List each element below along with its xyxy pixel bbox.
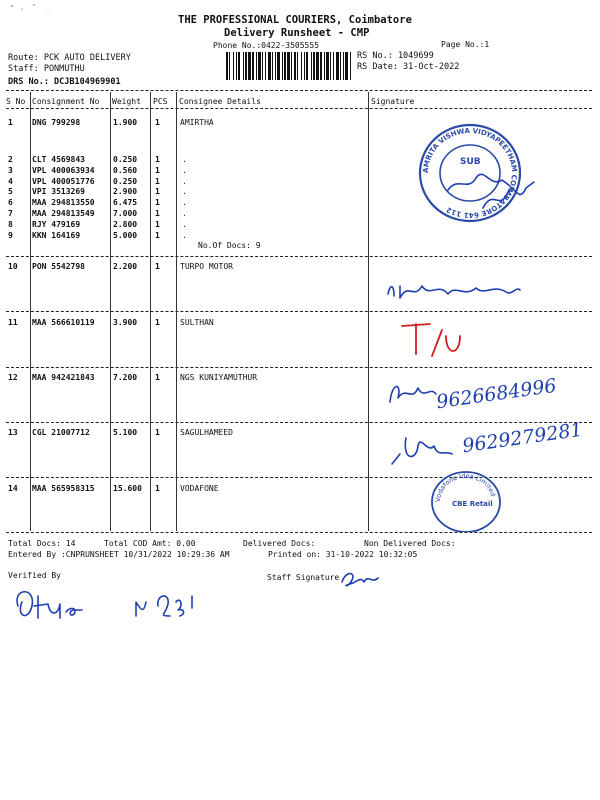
cell-consignment: VPI 3513269 <box>32 187 85 196</box>
cell-consignment: MAA 294813550 <box>32 198 95 207</box>
barcode-bar <box>272 52 273 80</box>
svg-text:Vodafone Idea Limited <box>434 472 497 502</box>
tu-mark <box>396 318 466 362</box>
cell-pcs: 1 <box>155 155 160 164</box>
cell-sno: 8 <box>8 220 13 229</box>
staff-label: Staff: PONMUTHU <box>8 64 85 74</box>
cell-pcs: 1 <box>155 220 160 229</box>
docs-count: No.Of Docs: 9 <box>198 241 261 250</box>
barcode-bar <box>287 52 290 80</box>
cell-weight: 0.560 <box>113 166 138 175</box>
barcode-bar <box>262 52 263 80</box>
cell-consignment: MAA 294813549 <box>32 209 95 218</box>
barcode-bar <box>252 52 254 80</box>
cell-consignee: . <box>182 187 187 196</box>
delivered-docs: Delivered Docs: <box>243 539 316 548</box>
total-cod: Total COD Amt: 0.00 <box>104 539 196 548</box>
cell-weight: 7.000 <box>113 209 138 218</box>
cell-pcs: 1 <box>155 209 160 218</box>
printed-on: Printed on: 31-10-2022 10:32:05 <box>268 550 418 559</box>
company-title: THE PROFESSIONAL COURIERS, Coimbatore <box>178 14 412 26</box>
signature-row1 <box>478 168 538 218</box>
cell-consignee: . <box>182 166 187 175</box>
cell-sno: 5 <box>8 187 13 196</box>
table-top-rule <box>6 90 592 91</box>
cell-consignment: MAA 566610119 <box>32 318 95 327</box>
cell-sno: 3 <box>8 166 13 175</box>
cell-consignment: DNG 799298 <box>32 118 81 127</box>
cell-consignee: NGS KUNIYAMUTHUR <box>180 373 258 382</box>
cell-pcs: 1 <box>155 166 160 175</box>
barcode-bar <box>304 52 305 80</box>
cell-consignee: . <box>182 231 187 240</box>
total-docs: Total Docs: 14 <box>8 539 76 548</box>
phone-number-row12: 9626684996 <box>435 374 558 414</box>
row-divider <box>6 311 592 312</box>
barcode-bar <box>313 52 315 80</box>
barcode-bar <box>277 52 280 80</box>
column-rule <box>30 92 31 531</box>
vodafone-stamp-ring: Vodafone Idea Limited <box>433 471 498 503</box>
rs-date: RS Date: 31-Oct-2022 <box>357 62 460 72</box>
barcode-bar <box>320 52 322 80</box>
table-bottom-rule <box>6 532 592 533</box>
barcode-bar <box>226 52 228 80</box>
cell-weight: 3.900 <box>113 318 138 327</box>
barcode-bar <box>291 52 292 80</box>
page-number: Page No.:1 <box>441 40 490 49</box>
barcode-bar <box>330 52 331 80</box>
cell-sno: 1 <box>8 118 13 127</box>
barcode-bar <box>268 52 271 80</box>
cell-weight: 2.800 <box>113 220 138 229</box>
cell-consignee: TURPO MOTOR <box>180 262 233 271</box>
col-pcs: PCS <box>153 97 168 106</box>
cell-sno: 2 <box>8 155 13 164</box>
cell-sno: 14 <box>8 484 18 493</box>
barcode-bar <box>282 52 283 80</box>
barcode-bar <box>324 52 325 80</box>
cell-sno: 7 <box>8 209 13 218</box>
barcode-bar <box>245 52 247 80</box>
signature-row13 <box>384 424 464 474</box>
barcode-bar <box>340 52 341 80</box>
barcode-bar <box>350 52 351 80</box>
barcode-bar <box>256 52 257 80</box>
vodafone-stamp <box>424 468 508 532</box>
cell-weight: 5.100 <box>113 428 138 437</box>
cell-weight: 2.900 <box>113 187 138 196</box>
phone-number-row13: 9629279281 <box>461 418 584 458</box>
barcode-bar <box>316 52 319 80</box>
barcode-bar <box>294 52 296 80</box>
column-rule <box>110 92 111 531</box>
cell-consignment: MAA 565958315 <box>32 484 95 493</box>
barcode-bar <box>229 52 230 80</box>
cell-pcs: 1 <box>155 373 160 382</box>
col-consignee: Consignee Details <box>179 97 261 106</box>
barcode-bar <box>333 52 334 80</box>
cell-weight: 7.200 <box>113 373 138 382</box>
cell-consignment: VPL 400051776 <box>32 177 95 186</box>
cell-pcs: 1 <box>155 428 160 437</box>
cell-sno: 9 <box>8 231 13 240</box>
column-rule <box>368 92 369 531</box>
col-consignment: Consignment No <box>32 97 100 106</box>
cell-sno: 4 <box>8 177 13 186</box>
cell-consignee: . <box>182 155 187 164</box>
row-divider <box>6 256 592 257</box>
cell-weight: 5.000 <box>113 231 138 240</box>
cell-consignee: AMIRTHA <box>180 118 214 127</box>
barcode-bar <box>306 52 308 80</box>
barcode-bar <box>311 52 312 80</box>
cell-consignment: MAA 942421843 <box>32 373 95 382</box>
column-rule <box>176 92 177 531</box>
phone-number: Phone No.:0422-3505555 <box>213 41 319 50</box>
cell-pcs: 1 <box>155 231 160 240</box>
row-divider <box>6 422 592 423</box>
cell-pcs: 1 <box>155 118 160 127</box>
runsheet-title: Delivery Runsheet - CMP <box>224 27 370 39</box>
col-signature: Signature <box>371 97 415 106</box>
cell-consignment: PON 5542798 <box>32 262 85 271</box>
cell-weight: 1.900 <box>113 118 138 127</box>
cell-consignee: VODAFONE <box>180 484 219 493</box>
cell-weight: 15.600 <box>113 484 142 493</box>
cell-pcs: 1 <box>155 262 160 271</box>
col-sno: S No <box>6 97 26 106</box>
row-divider <box>6 367 592 368</box>
barcode-bar <box>345 52 348 80</box>
cell-sno: 11 <box>8 318 18 327</box>
cell-sno: 13 <box>8 428 18 437</box>
verified-by-label: Verified By <box>8 571 61 580</box>
col-weight: Weight <box>112 97 141 106</box>
column-rule <box>150 92 151 531</box>
barcode-bar <box>243 52 244 80</box>
barcode <box>226 52 352 80</box>
cell-weight: 0.250 <box>113 155 138 164</box>
cell-consignee: . <box>182 220 187 229</box>
staff-signature-label: Staff Signature <box>267 573 340 582</box>
barcode-bar <box>326 52 329 80</box>
cell-consignment: CGL 21007712 <box>32 428 90 437</box>
barcode-bar <box>297 52 298 80</box>
barcode-bar <box>238 52 240 80</box>
cell-weight: 6.475 <box>113 198 138 207</box>
cell-consignee: SULTHAN <box>180 318 214 327</box>
cell-consignment: KKN 164169 <box>32 231 81 240</box>
staff-signature <box>338 566 382 592</box>
cell-consignee: SAGULHAMEED <box>180 428 233 437</box>
cell-consignee: . <box>182 177 187 186</box>
amrita-stamp-ring: AMRITA VISHWA VIDYAPEETHAM COIMBATORE 641 112 <box>421 126 519 220</box>
cell-consignee: . <box>182 209 187 218</box>
cell-consignment: CLT 4569843 <box>32 155 85 164</box>
route-label: Route: PCK AUTO DELIVERY <box>8 53 131 63</box>
cell-pcs: 1 <box>155 198 160 207</box>
cell-weight: 0.250 <box>113 177 138 186</box>
barcode-bar <box>258 52 261 80</box>
drs-number: DRS No.: DCJB104969901 <box>8 77 121 87</box>
cell-sno: 10 <box>8 262 18 271</box>
cell-consignment: VPL 400063934 <box>32 166 95 175</box>
cell-pcs: 1 <box>155 484 160 493</box>
barcode-bar <box>284 52 286 80</box>
cell-pcs: 1 <box>155 177 160 186</box>
signature-row10 <box>384 276 524 308</box>
barcode-bar <box>301 52 302 80</box>
barcode-bar <box>248 52 251 80</box>
table-header-rule <box>6 108 592 109</box>
barcode-bar <box>236 52 237 80</box>
verified-by-signature <box>8 582 228 630</box>
barcode-bar <box>336 52 339 80</box>
cell-sno: 12 <box>8 373 18 382</box>
cell-consignee: . <box>182 198 187 207</box>
barcode-bar <box>275 52 276 80</box>
cell-consignment: RJY 479169 <box>32 220 81 229</box>
cell-weight: 2.200 <box>113 262 138 271</box>
cell-pcs: 1 <box>155 187 160 196</box>
barcode-bar <box>265 52 266 80</box>
rs-number: RS No.: 1049699 <box>357 51 434 61</box>
cell-sno: 6 <box>8 198 13 207</box>
vodafone-stamp-center: CBE Retail <box>452 500 493 508</box>
barcode-bar <box>343 52 344 80</box>
amrita-stamp-center: SUB <box>460 157 481 167</box>
barcode-bar <box>233 52 234 80</box>
non-delivered-docs: Non Delivered Docs: <box>364 539 456 548</box>
cell-pcs: 1 <box>155 318 160 327</box>
entered-by: Entered By :CNPRUNSHEET 10/31/2022 10:29:36 AM <box>8 550 230 559</box>
signature-row12 <box>384 372 440 412</box>
